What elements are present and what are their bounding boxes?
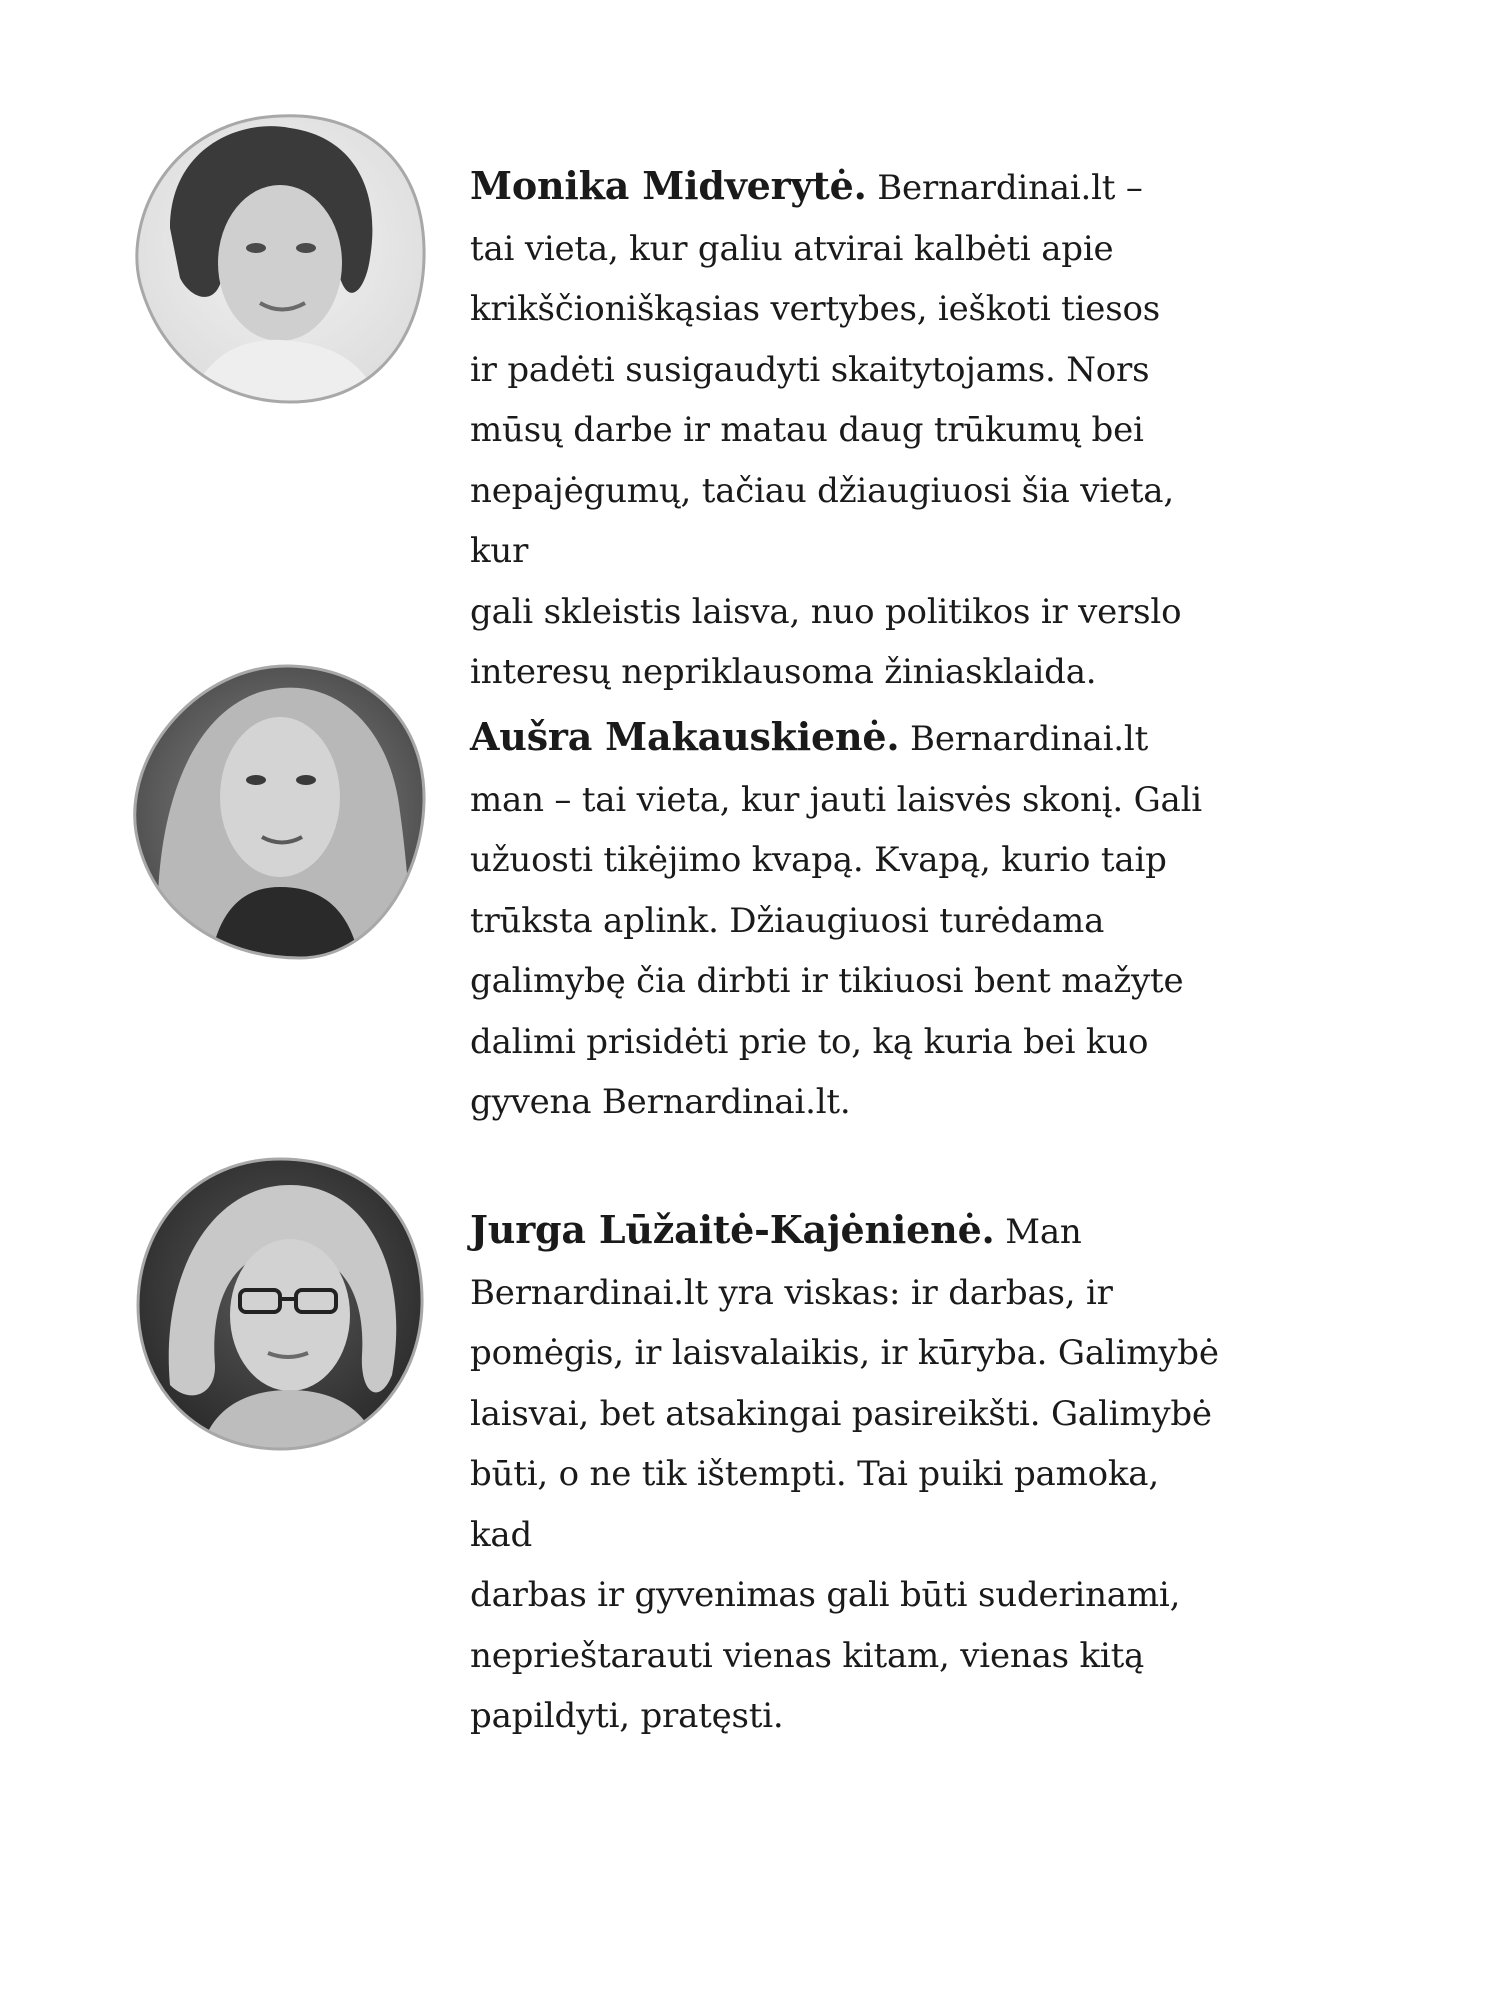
bio-line: gali skleistis laisva, nuo politikos ir verslo [470, 591, 1182, 632]
bio-line: būti, o ne tik ištempti. Tai puiki pamoka, kad [470, 1454, 1159, 1555]
bio-line: Bernardinai.lt – [877, 168, 1143, 208]
profile-name: Jurga Lūžaitė-Kajėnienė. [470, 1207, 995, 1252]
bio-line: pomėgis, ir laisvalaikis, ir kūryba. Galimybė [470, 1333, 1219, 1373]
portrait-photo [130, 108, 430, 408]
bio-line: nepajėgumų, tačiau džiaugiuosi šia vieta, kur [470, 470, 1174, 571]
portrait-photo [130, 1155, 430, 1455]
profile-bio [470, 156, 1230, 703]
bio-line: mūsų darbe ir matau daug trūkumų bei [470, 410, 1144, 450]
bio-line: darbas ir gyvenimas gali būti suderinami, [470, 1575, 1181, 1615]
bio-line: man – tai vieta, kur jauti laisvės skonį. Gali [470, 779, 1202, 820]
bio-line: Man [1005, 1212, 1082, 1252]
woman-portrait-icon [130, 1155, 430, 1455]
profile-name: Monika Midverytė. [470, 163, 867, 208]
bio-line: krikščioniškąsias vertybes, ieškoti tiesos [470, 289, 1160, 329]
bio-line: ir padėti susigaudyti skaitytojams. Nors [470, 349, 1150, 390]
bio-line: užuosti tikėjimo kvapą. Kvapą, kurio taip [470, 840, 1167, 880]
bio-line: papildyti, pratęsti. [470, 1696, 784, 1736]
bio-line: Bernardinai.lt yra viskas: ir darbas, ir [470, 1272, 1113, 1313]
portrait-photo [130, 662, 430, 962]
bio-line: interesų nepriklausoma žiniasklaida. [470, 652, 1097, 692]
bio-line: laisvai, bet atsakingai pasireikšti. Galimybė [470, 1393, 1212, 1434]
bio-line: Bernardinai.lt [910, 719, 1149, 759]
profile-bio [470, 707, 1230, 1133]
bio-line: trūksta aplink. Džiaugiuosi turėdama [470, 900, 1105, 941]
woman-portrait-icon [130, 108, 430, 408]
bio-line: tai vieta, kur galiu atvirai kalbėti apie [470, 228, 1114, 269]
bio-line: neprieštarauti vienas kitam, vienas kitą [470, 1635, 1145, 1676]
bio-line: galimybę čia dirbti ir tikiuosi bent mažyte [470, 961, 1184, 1001]
woman-portrait-icon [130, 662, 430, 962]
bio-line: gyvena Bernardinai.lt. [470, 1082, 851, 1122]
bio-line: dalimi prisidėti prie to, ką kuria bei kuo [470, 1021, 1149, 1062]
profile-name: Aušra Makauskienė. [470, 714, 900, 759]
profile-bio [470, 1200, 1230, 1747]
